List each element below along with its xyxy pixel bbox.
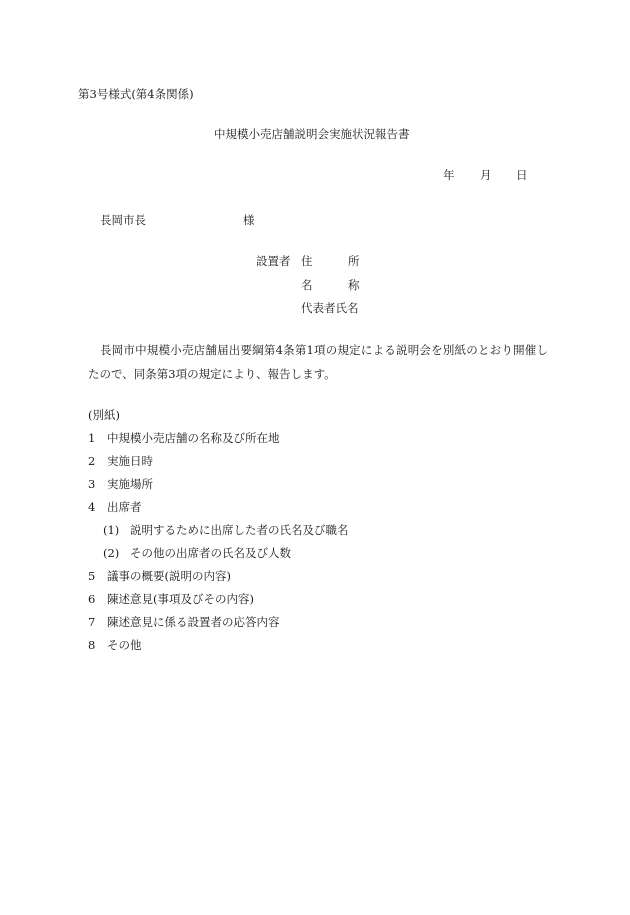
attachment-label: (別紙): [88, 408, 120, 422]
item-text: 実施場所: [107, 477, 153, 491]
addressee-name: 長岡市長: [100, 213, 146, 227]
address-label-char1: 住: [301, 254, 313, 268]
body-line-2: たので、同条第3項の規定により、報告します。: [88, 367, 336, 381]
page-title: 中規模小売店舗説明会実施状況報告書: [214, 127, 410, 141]
item-number: 7: [88, 615, 96, 629]
addressee-honorific: 様: [243, 213, 255, 227]
item-text: 実施日時: [107, 454, 153, 468]
item-text: 陳述意見(事項及びその内容): [107, 592, 254, 606]
item-number: 1: [88, 431, 96, 445]
representative-label: 代表者氏名: [301, 301, 359, 315]
item-text: その他: [107, 638, 142, 652]
item-text: 出席者: [107, 500, 142, 514]
item-number: 2: [88, 454, 96, 468]
date-year-label: 年: [443, 168, 455, 182]
item-number: 5: [88, 569, 96, 583]
subitem-number: (2): [103, 546, 120, 560]
item-text: 陳述意見に係る設置者の応答内容: [107, 615, 280, 629]
item-number: 6: [88, 592, 96, 606]
subitem-text: その他の出席者の氏名及び人数: [130, 546, 291, 560]
subitem-number: (1): [103, 523, 120, 537]
item-number: 4: [88, 500, 96, 514]
date-month-label: 月: [480, 168, 492, 182]
form-number: 第3号様式(第4条関係): [78, 87, 194, 101]
subitem-text: 説明するために出席した者の氏名及び職名: [130, 523, 349, 537]
item-text: 議事の概要(説明の内容): [107, 569, 231, 583]
date-day-label: 日: [516, 168, 528, 182]
item-number: 8: [88, 638, 96, 652]
applicant-label: 設置者: [256, 254, 291, 268]
item-text: 中規模小売店舗の名称及び所在地: [107, 431, 280, 445]
address-label-char2: 所: [348, 254, 360, 268]
body-line-1: 長岡市中規模小売店舗届出要綱第4条第1項の規定による説明会を別紙のとおり開催し: [100, 343, 548, 357]
item-number: 3: [88, 477, 96, 491]
name-label-char2: 称: [348, 278, 360, 292]
name-label-char1: 名: [301, 278, 313, 292]
